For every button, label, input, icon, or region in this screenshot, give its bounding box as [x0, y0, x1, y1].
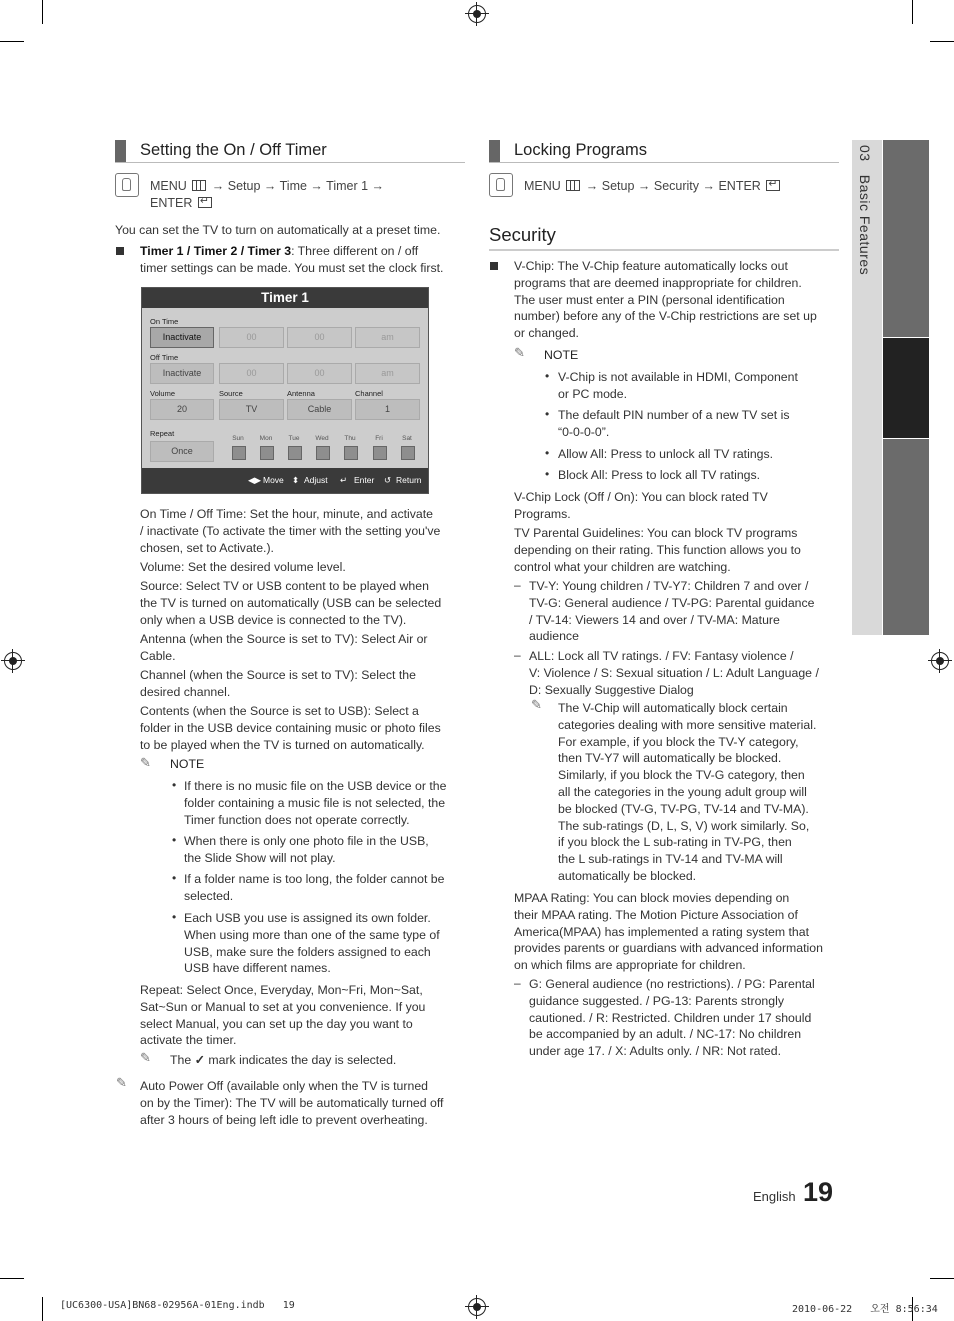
crop-mark: [0, 1278, 24, 1279]
crop-mark: [930, 1278, 954, 1279]
bullet-dot: •: [545, 369, 550, 383]
bullet-square: [490, 262, 498, 270]
osd-footer: [142, 468, 428, 493]
note-pencil-icon: ✎: [531, 697, 542, 712]
language-label: English: [753, 1189, 796, 1204]
day-checkbox[interactable]: [260, 446, 274, 460]
note-pencil-icon: ✎: [140, 1050, 151, 1065]
off-time-minute[interactable]: 00: [287, 363, 352, 384]
sub-ratings-list: ALL: Lock all TV ratings. / FV: Fantasy violence / V: Violence / S: Sexual situation / L: Adult Language / D: Sexually Suggestive Dialog: [529, 649, 819, 697]
note-label: NOTE: [544, 348, 579, 362]
tv-guidelines-desc: TV Parental Guidelines: You can block TV programs depending on their rating. This function allows you to control what your children are watching.: [514, 526, 801, 574]
crop-mark: [42, 0, 43, 24]
footer-enter: Enter: [354, 475, 375, 485]
osd-label: Antenna: [287, 389, 315, 398]
day-label: Wed: [315, 435, 329, 442]
day-checkbox[interactable]: [344, 446, 358, 460]
mpaa-desc: MPAA Rating: You can block movies depending on their MPAA rating. The Motion Picture Association of America(MPAA) has implemented a rating system that provides parents or guardians with advanced information on which films are appropriate for children.: [514, 891, 823, 973]
registration-mark-icon: [4, 652, 22, 670]
dash: –: [514, 976, 521, 990]
day-label: Sun: [232, 435, 244, 442]
note-pencil-icon: ✎: [514, 345, 525, 360]
enter-icon: [766, 180, 780, 191]
volume-field[interactable]: 20: [150, 399, 214, 420]
day-label: Sat: [402, 435, 412, 442]
note-item: When there is only one photo file in the USB, the Slide Show will not play.: [184, 834, 429, 865]
menu-path: MENU → Setup → Security → ENTER ↵: [524, 178, 782, 195]
menu-icon: [566, 180, 580, 191]
remote-hand-icon: [115, 173, 139, 197]
section-heading: Setting the On / Off Timer: [115, 140, 465, 163]
move-icon: ◀▶: [248, 475, 262, 485]
note-pencil-icon: ✎: [140, 755, 151, 770]
crop-mark: [42, 1297, 43, 1321]
dash: –: [514, 648, 521, 662]
registration-mark-icon: [931, 652, 949, 670]
registration-mark-icon: [468, 5, 486, 23]
crop-mark: [0, 41, 24, 42]
footer-return: Return: [396, 475, 422, 485]
note-item: Allow All: Press to unlock all TV ratings.: [558, 447, 774, 461]
enter-icon: [198, 197, 212, 208]
bullet-square: [116, 247, 124, 255]
section-heading: Locking Programs: [489, 140, 839, 163]
return-icon: ↺: [384, 475, 392, 485]
osd-label: Repeat: [150, 429, 175, 438]
ontime-desc: On Time / Off Time: Set the hour, minute, and activate / inactivate (To activate the timer with the setting you've chosen, set to Activate.).: [140, 507, 441, 555]
volume-desc: Volume: Set the desired volume level.: [140, 560, 346, 574]
auto-power-off-note: Auto Power Off (available only when the TV is turned on by the Timer): The TV will be automatically turned off after 3 hours of being left idle to prevent overheating.: [140, 1079, 444, 1127]
day-label: Thu: [344, 435, 356, 442]
bullet-dot: •: [172, 871, 177, 885]
antenna-desc: Antenna (when the Source is set to TV): Select Air or Cable.: [140, 632, 428, 663]
print-timestamp: 2010-06-22 오전 8:56:34: [792, 1304, 938, 1315]
note-item: The default PIN number of a new TV set is “0-0-0-0”.: [558, 408, 790, 439]
vchip-note: The V-Chip will automatically block certain categories dealing with more sensitive material. For example, if you block the TV-Y category, then TV-Y7 will automatically be blocked. Similarly, if you block the TV-G category, then all the categories in the young adult group will be blocked (TV-G, TV-PG, TV-14 and TV-MA). The sub-ratings (D, L, S, V) work similarly. So, if you block the L sub-rating in TV-PG, then the L sub-ratings in TV-14 and TV-MA will automatically be blocked.: [558, 701, 817, 883]
off-time-state[interactable]: Inactivate: [150, 363, 214, 384]
checkmark-icon: ✓: [194, 1053, 205, 1067]
day-label: Tue: [288, 435, 300, 442]
note-item: Each USB you use is assigned its own folder. When using more than one of the same type of USB, make sure the folders assigned to each USB have different names.: [184, 911, 440, 976]
source-desc: Source: Select TV or USB content to be played when the TV is turned on automatically (USB can be selected only when a USB device is connected to the TV).: [140, 579, 442, 627]
contents-desc: Contents (when the Source is set to USB): Select a folder in the USB device containing music or photo files to be played when the TV is turned on automatically.: [140, 704, 441, 752]
on-time-minute[interactable]: 00: [287, 327, 352, 348]
osd-label: On Time: [150, 317, 179, 326]
channel-field[interactable]: 1: [355, 399, 420, 420]
timer-osd-screen: [141, 287, 429, 494]
crop-mark: [912, 0, 913, 24]
page-number: 19: [803, 1177, 834, 1207]
channel-desc: Channel (when the Source is set to TV): Select the desired channel.: [140, 668, 416, 699]
mpaa-ratings-list: G: General audience (no restrictions). / PG: Parental guidance suggested. / PG-13: Parents strongly cautioned. / R: Restricted. Children under 17 should be accompanied by an adult. / NC-17: No children under age 17. / X: Adults only. / NR: Not rated.: [529, 977, 815, 1059]
adjust-icon: ⬍: [292, 475, 300, 485]
chapter-tab: [883, 140, 929, 337]
off-time-hour[interactable]: 00: [219, 363, 284, 384]
footer-move: Move: [263, 475, 284, 485]
file-slug: [UC6300-USA]BN68-02956A-01Eng.indb 19: [60, 1300, 295, 1311]
crop-mark: [930, 41, 954, 42]
checkmark-note: The ✓ mark indicates the day is selected.: [170, 1053, 397, 1067]
menu-icon: [192, 180, 206, 191]
security-title: Security: [489, 224, 839, 251]
day-checkbox[interactable]: [373, 446, 387, 460]
note-item: If a folder name is too long, the folder cannot be selected.: [184, 872, 445, 903]
day-checkbox[interactable]: [401, 446, 415, 460]
enter-icon: ↵: [340, 475, 348, 485]
note-item: Block All: Press to lock all TV ratings.: [558, 468, 761, 482]
remote-hand-icon: [489, 173, 513, 197]
timer-bullet: Timer 1 / Timer 2 / Timer 3: Three different on / off timer settings can be made. You must set the clock first.: [140, 244, 444, 275]
repeat-desc: Repeat: Select Once, Everyday, Mon~Fri, Mon~Sat, Sat~Sun or Manual to set at you convenience. If you select Manual, you can set up the day you want to activate the timer.: [140, 983, 426, 1048]
on-time-state[interactable]: Inactivate: [150, 327, 214, 348]
source-field[interactable]: TV: [219, 399, 284, 420]
bullet-dot: •: [545, 407, 550, 421]
chapter-tab: [883, 439, 929, 635]
day-checkbox[interactable]: [288, 446, 302, 460]
chapter-tab-active: [883, 338, 929, 438]
tv-ratings-list: TV-Y: Young children / TV-Y7: Children 7 and over / TV-G: General audience / TV-PG: Parental guidance / TV-14: Viewers 14 and over / TV-MA: Mature audience: [529, 579, 815, 644]
bullet-dot: •: [545, 467, 550, 481]
repeat-field[interactable]: Once: [150, 441, 214, 462]
note-pencil-icon: ✎: [116, 1075, 127, 1090]
note-item: V-Chip is not available in HDMI, Component or PC mode.: [558, 370, 798, 401]
day-label: Fri: [375, 435, 383, 442]
bullet-dot: •: [545, 446, 550, 460]
registration-mark-icon: [468, 1298, 486, 1316]
vchip-lock-desc: V-Chip Lock (Off / On): You can block rated TV Programs.: [514, 490, 768, 521]
antenna-field[interactable]: Cable: [287, 399, 352, 420]
osd-label: Off Time: [150, 353, 179, 362]
intro-text: You can set the TV to turn on automatically at a preset time.: [115, 223, 441, 237]
vchip-desc: V-Chip: The V-Chip feature automatically locks out programs that are deemed inappropriate for children. The user must enter a PIN (personal identification number) before any of the V-Chip restrictions are set up or changed.: [514, 259, 817, 341]
bullet-dot: •: [172, 910, 177, 924]
day-checkbox[interactable]: [316, 446, 330, 460]
on-time-ampm[interactable]: am: [355, 327, 420, 348]
osd-title: Timer 1: [142, 288, 428, 308]
osd-label: Channel: [355, 389, 383, 398]
note-item: If there is no music file on the USB device or the folder containing a music file is not selected, the Timer function does not operate correctly.: [184, 779, 447, 827]
note-label: NOTE: [170, 757, 205, 771]
dash: –: [514, 578, 521, 592]
day-checkbox[interactable]: [232, 446, 246, 460]
osd-label: Volume: [150, 389, 176, 398]
off-time-ampm[interactable]: am: [355, 363, 420, 384]
footer-adjust: Adjust: [304, 475, 328, 485]
day-label: Mon: [259, 435, 273, 442]
menu-path: MENU → Setup → Time → Timer 1 → ENTER ↵: [150, 178, 384, 212]
bullet-dot: •: [172, 778, 177, 792]
on-time-hour[interactable]: 00: [219, 327, 284, 348]
chapter-label: 03 Basic Features: [857, 145, 873, 276]
osd-label: Source: [219, 389, 243, 398]
bullet-dot: •: [172, 833, 177, 847]
